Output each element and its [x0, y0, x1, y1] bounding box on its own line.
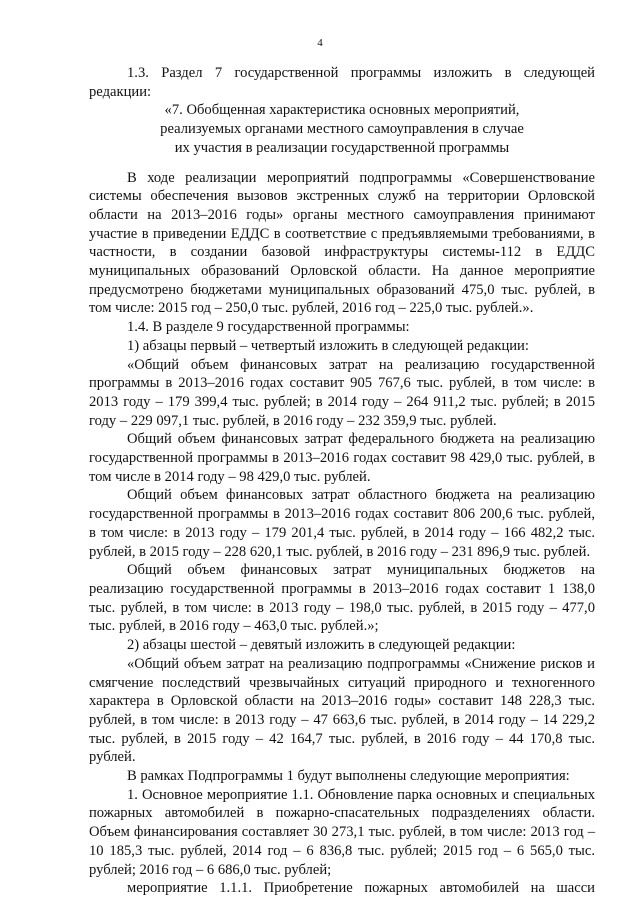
paragraph: Общий объем финансовых затрат муниципальных бюджетов на реализацию государственной программы в 2013–2016 годах составит 1 138,0 тыс. рублей, в том числе: в 2013 году – 198,0 тыс. рублей, в 2015 году – 477,0 тыс. рублей, в 2016 году – 463,0 тыс. рублей.»;	[89, 562, 595, 635]
paragraph: «Общий объем затрат на реализацию подпрограммы «Снижение рисков и смягчение последствий чрезвычайных ситуаций природного и техногенного характера в Орловской области на 2013–2016 годы» составит 148 228,3 тыс. рублей, в том числе: в 2013 году – 47 663,6 тыс. рублей, в 2014 году – 14 229,2 тыс. рублей, в 2015 году – 42 164,7 тыс. рублей, в 2016 году – 44 170,8 тыс. рублей.	[89, 655, 595, 766]
section-heading-line: их участия в реализации государственной программы	[174, 139, 510, 156]
section-heading-line: «7. Обобщенная характеристика основных мероприятий,	[164, 102, 520, 119]
paragraph: 1. Основное мероприятие 1.1. Обновление парка основных и специальных пожарных автомобилей в пожарно-спасательных подразделениях области. Объем финансирования составляет 30 273,1 тыс. рублей, в том числе: 2013 год – 10 185,3 тыс. рублей, 2014 год – 6 836,8 тыс. рублей; 2015 год – 6 565,0 тыс. рублей; 2016 год – 6 686,0 тыс. рублей;	[89, 786, 595, 878]
paragraph: 1) абзацы первый – четвертый изложить в следующей редакции:	[127, 337, 529, 354]
document-body	[89, 64, 595, 898]
paragraph: Общий объем финансовых затрат областного бюджета на реализацию государственной программы в 2013–2016 годах составит 806 200,6 тыс. рублей, в том числе: в 2013 году – 179 201,4 тыс. рублей, в 2014 году – 166 482,2 тыс. рублей, в 2015 году – 228 620,1 тыс. рублей, в 2016 году – 231 896,9 тыс. рублей.	[89, 487, 595, 560]
page-number: 4	[317, 37, 323, 49]
paragraph: 2) абзацы шестой – девятый изложить в следующей редакции:	[127, 637, 516, 654]
paragraph: «Общий объем финансовых затрат на реализацию государственной программы в 2013–2016 годах составит 905 767,6 тыс. рублей, в том числе: в 2013 году – 179 399,4 тыс. рублей; в 2014 году – 264 911,2 тыс. рублей; в 2015 году – 229 097,1 тыс. рублей, в 2016 году – 232 359,9 тыс. рублей.	[89, 356, 595, 429]
paragraph: Общий объем финансовых затрат федерального бюджета на реализацию государственной программы в 2013–2016 годах составит 98 429,0 тыс. рублей, в том числе в 2014 году – 98 429,0 тыс. рублей.	[89, 431, 595, 485]
paragraph: В ходе реализации мероприятий подпрограммы «Совершенствование системы обеспечения вызовов экстренных служб на территории Орловской области на 2013–2016 годы» органы местного самоуправления принимают участие в приведении ЕДДС в соответствие с предъявляемыми требованиями, в частности, в создании базовой инфраструктуры системы-112 в ЕДДС муниципальных образований Орловской области. На данное мероприятие предусмотрено бюджетами муниципальных образований 475,0 тыс. рублей, в том числе: 2015 год – 250,0 тыс. рублей, 2016 год – 225,0 тыс. рублей.».	[89, 169, 595, 317]
spacer	[89, 158, 595, 169]
paragraph: 1.4. В разделе 9 государственной программы:	[127, 319, 410, 336]
paragraph: 1.3. Раздел 7 государственной программы изложить в следующей редакции:	[89, 65, 595, 100]
paragraph: В рамках Подпрограммы 1 будут выполнены следующие мероприятия:	[127, 768, 570, 785]
paragraph: мероприятие 1.1.1. Приобретение пожарных автомобилей на шасси	[127, 880, 595, 897]
section-heading-line: реализуемых органами местного самоуправления в случае	[160, 121, 524, 138]
